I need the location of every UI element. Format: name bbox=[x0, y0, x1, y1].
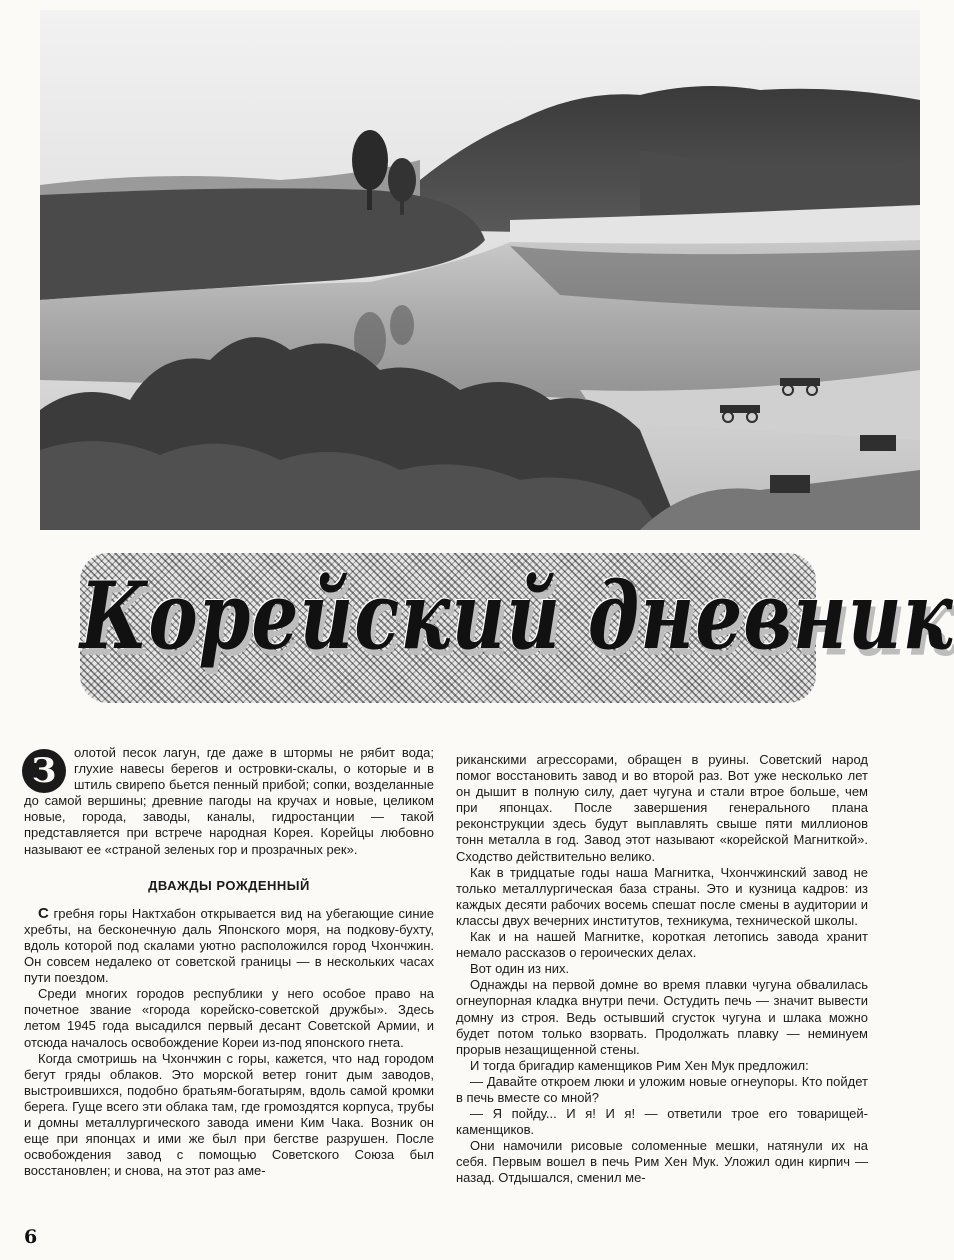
paragraph: И тогда бригадир каменщиков Рим Хен Мук предложил: bbox=[470, 1057, 809, 1073]
paragraph: Среди многих городов республики у него особое право на почетное звание «города корейско-советской дружбы». Здесь летом 1945 года высадился первый десант Советской Армии, и отсюда началось освобождение Кореи из-под японского гнета. bbox=[24, 986, 434, 1050]
article-title: Корейский дневник bbox=[80, 563, 954, 671]
title-banner bbox=[80, 553, 954, 703]
paragraph: Как и на нашей Магнитке, короткая летопись завода хранит немало рассказов о героических делах. bbox=[456, 929, 868, 961]
landscape-photo bbox=[40, 10, 920, 530]
paragraph bbox=[24, 906, 434, 986]
paragraph: — Я пойду... И я! И я! — ответили трое его товарищей-каменщиков. bbox=[456, 1106, 868, 1138]
right-column bbox=[456, 752, 868, 1187]
drop-cap: З bbox=[22, 749, 66, 793]
intro-text: олотой песок лагун, где даже в штормы не рябит вода; глухие навесы берегов и островки-скалы, о которые и в штиль свирепо бьется пенный прибой; сопки, возделанные до самой вершины; древние пагоды на кручах и новые, целиком новые, города, заводы, каналы, гидростанции — такой представляется при встрече народная Корея. Корейцы любовно называют ее «страной зеленых гор и прозрачных рек». bbox=[24, 745, 434, 857]
page-number: 6 bbox=[24, 1226, 38, 1248]
paragraph: Как в тридцатые годы наша Магнитка, Чхончжинский завод не только металлургическая база страны. Это и кузница кадров: из каждых десяти рабочих восемь спешат после смены в аудитории и классы двух вечерних институтов, техникума, технической школы. bbox=[456, 864, 868, 928]
section-heading: ДВАЖДЫ РОЖДЕННЫЙ bbox=[148, 877, 310, 893]
lead-letter: С bbox=[38, 904, 49, 922]
landscape-photo-image bbox=[40, 10, 920, 530]
paragraph: риканскими агрессорами, обращен в руины. Советский народ помог восстановить завод и во второй раз. Вот уже несколько лет он дышит в полную силу, дает чугуна и стали втрое больше, чем при японцах. После завершения генерального плана реконструкции здесь будут выплавлять свыше пяти миллионов тонн металла в год. Завод этот называют «корейской Магниткой». Сходство действительно велико. bbox=[456, 752, 868, 864]
paragraph: Они намочили рисовые соломенные мешки, натянули их на себя. Первым вошел в печь Рим Хен Мук. Уложил один кирпич — назад. Отдышался, сменил ме- bbox=[456, 1138, 868, 1186]
paragraph: Вот один из них. bbox=[470, 961, 570, 977]
paragraph: Однажды на первой домне во время плавки чугуна обвалилась огнеупорная кладка внутри печи. Остудить печь — значит вывести домну из строя. Ведь остывший сгусток чугуна и шлака можно будет потом только взорвать. Продолжать плавку — неминуем прорыв незащищенной стены. bbox=[456, 977, 868, 1057]
left-column bbox=[24, 745, 434, 1179]
paragraph: — Давайте откроем люки и уложим новые огнеупоры. Кто пойдет в печь вместе со мной? bbox=[456, 1073, 868, 1105]
paragraph: Когда смотришь на Чхончжин с горы, кажется, что над городом бегут гряды облаков. Это морской ветер гонит дым заводов, выстроившихся, подобно братьям-богатырям, вдоль самой кромки берега. Гуще всего эти облака там, где громоздятся корпуса, трубы и домны металлургического завода имени Ким Чака. Возник он еще при японцах и ими же был при бегстве разрушен. После освобождения завод с помощью Советского Союза был восстановлен; и снова, на этот раз аме- bbox=[24, 1050, 434, 1179]
intro-paragraph bbox=[24, 745, 434, 858]
paragraph-text: гребня горы Нактхабон открывается вид на убегающие синие хребты, на бесконечную даль Японского моря, на подкову-бухту, вдоль которой под скалами уютно расположился город Чхончжин. Он совсем недалеко от советской границы — в нескольких часах пути поездом. bbox=[24, 905, 434, 986]
